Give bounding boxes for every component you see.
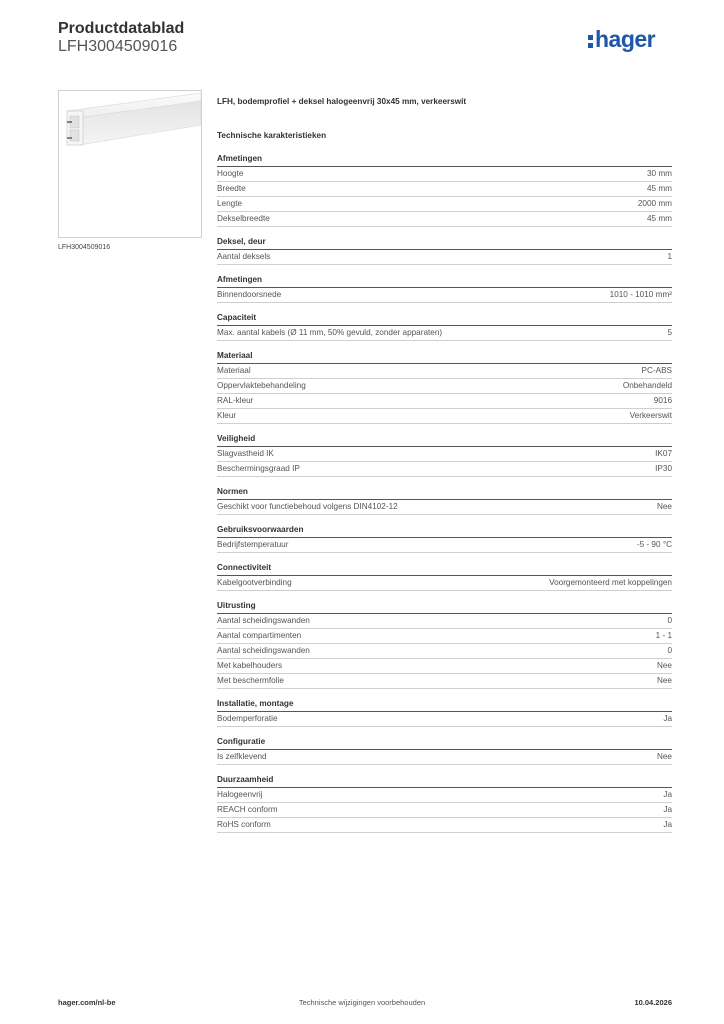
spec-label: Max. aantal kabels (Ø 11 mm, 50% gevuld, zonder apparaten) bbox=[217, 328, 443, 337]
spec-label: Aantal scheidingswanden bbox=[217, 616, 310, 625]
spec-value: Nee bbox=[656, 502, 672, 511]
spec-section bbox=[217, 433, 672, 477]
spec-label: Aantal deksels bbox=[217, 252, 271, 261]
spec-value: IK07 bbox=[655, 449, 672, 458]
spec-label: Aantal compartimenten bbox=[217, 631, 302, 640]
section-title: Installatie, montage bbox=[217, 698, 672, 712]
spec-section bbox=[217, 153, 672, 227]
spec-row bbox=[217, 614, 672, 629]
spec-value: Nee bbox=[656, 661, 672, 670]
spec-value: Verkeerswit bbox=[629, 411, 672, 420]
spec-value: Ja bbox=[663, 714, 672, 723]
tech-heading: Technische karakteristieken bbox=[217, 131, 327, 140]
logo-colon-mark bbox=[588, 32, 593, 49]
spec-label: RAL-kleur bbox=[217, 396, 254, 405]
spec-row bbox=[217, 629, 672, 644]
footer-website: hager.com/nl-be bbox=[58, 998, 116, 1007]
spec-value: 2000 mm bbox=[637, 199, 672, 208]
spec-value: 5 bbox=[667, 328, 672, 337]
cable-trunking-illustration bbox=[59, 91, 201, 237]
spec-sections bbox=[217, 153, 672, 833]
hager-logo bbox=[588, 28, 655, 51]
spec-label: RoHS conform bbox=[217, 820, 271, 829]
spec-label: Bodemperforatie bbox=[217, 714, 278, 723]
section-title: Afmetingen bbox=[217, 153, 672, 167]
spec-section bbox=[217, 524, 672, 553]
footer-date: 10.04.2026 bbox=[634, 998, 672, 1007]
section-title: Normen bbox=[217, 486, 672, 500]
spec-label: Materiaal bbox=[217, 366, 251, 375]
spec-section bbox=[217, 274, 672, 303]
spec-row bbox=[217, 250, 672, 265]
spec-label: Geschikt voor functiebehoud volgens DIN4102-12 bbox=[217, 502, 398, 511]
spec-section bbox=[217, 600, 672, 689]
spec-value: Ja bbox=[663, 790, 672, 799]
spec-label: Bedrijfstemperatuur bbox=[217, 540, 289, 549]
spec-row bbox=[217, 659, 672, 674]
spec-label: Met kabelhouders bbox=[217, 661, 283, 670]
spec-row bbox=[217, 197, 672, 212]
spec-row bbox=[217, 538, 672, 553]
spec-section bbox=[217, 736, 672, 765]
footer-disclaimer: Technische wijzigingen voorbehouden bbox=[298, 998, 426, 1007]
spec-row bbox=[217, 788, 672, 803]
spec-value: 1010 - 1010 mm² bbox=[609, 290, 672, 299]
spec-value: 1 bbox=[667, 252, 672, 261]
spec-label: Dekselbreedte bbox=[217, 214, 270, 223]
spec-row bbox=[217, 712, 672, 727]
spec-value: 30 mm bbox=[646, 169, 672, 178]
spec-value: 1 - 1 bbox=[655, 631, 672, 640]
spec-label: Oppervlaktebehandeling bbox=[217, 381, 306, 390]
section-title: Capaciteit bbox=[217, 312, 672, 326]
spec-row bbox=[217, 644, 672, 659]
image-caption: LFH3004509016 bbox=[58, 244, 111, 251]
section-title: Gebruiksvoorwaarden bbox=[217, 524, 672, 538]
spec-label: Slagvastheid IK bbox=[217, 449, 274, 458]
spec-row bbox=[217, 500, 672, 515]
spec-row bbox=[217, 674, 672, 689]
section-title: Configuratie bbox=[217, 736, 672, 750]
product-name: LFH, bodemprofiel + deksel halogeenvrij 30x45 mm, verkeerswit bbox=[217, 97, 467, 106]
spec-label: Halogeenvrij bbox=[217, 790, 263, 799]
spec-row bbox=[217, 326, 672, 341]
spec-section bbox=[217, 312, 672, 341]
spec-label: Breedte bbox=[217, 184, 246, 193]
spec-value: Voorgemonteerd met koppelingen bbox=[549, 578, 672, 587]
section-title: Veiligheid bbox=[217, 433, 672, 447]
spec-row bbox=[217, 394, 672, 409]
spec-row bbox=[217, 750, 672, 765]
spec-row bbox=[217, 379, 672, 394]
spec-label: Lengte bbox=[217, 199, 243, 208]
spec-value: IP30 bbox=[655, 464, 672, 473]
spec-row bbox=[217, 167, 672, 182]
section-title: Connectiviteit bbox=[217, 562, 672, 576]
spec-content bbox=[217, 97, 672, 842]
spec-row bbox=[217, 409, 672, 424]
spec-value: 45 mm bbox=[646, 214, 672, 223]
section-title: Deksel, deur bbox=[217, 236, 672, 250]
spec-row bbox=[217, 182, 672, 197]
spec-label: Hoogte bbox=[217, 169, 244, 178]
spec-value: -5 - 90 °C bbox=[636, 540, 672, 549]
logo-text: hager bbox=[595, 26, 656, 52]
spec-row bbox=[217, 288, 672, 303]
spec-label: Aantal scheidingswanden bbox=[217, 646, 310, 655]
spec-value: Nee bbox=[656, 752, 672, 761]
spec-value: 45 mm bbox=[646, 184, 672, 193]
spec-label: Binnendoorsnede bbox=[217, 290, 282, 299]
spec-value: Ja bbox=[663, 820, 672, 829]
spec-value: Ja bbox=[663, 805, 672, 814]
product-image bbox=[58, 90, 202, 238]
spec-label: Kabelgootverbinding bbox=[217, 578, 292, 587]
spec-value: Onbehandeld bbox=[622, 381, 672, 390]
spec-label: Met beschermfolie bbox=[217, 676, 284, 685]
section-title: Afmetingen bbox=[217, 274, 672, 288]
spec-section bbox=[217, 698, 672, 727]
page-title: Productdatablad bbox=[58, 20, 185, 37]
spec-value: PC-ABS bbox=[641, 366, 672, 375]
spec-row bbox=[217, 576, 672, 591]
document-number: LFH3004509016 bbox=[58, 38, 178, 55]
spec-section bbox=[217, 236, 672, 265]
spec-value: 0 bbox=[667, 616, 672, 625]
spec-row bbox=[217, 803, 672, 818]
spec-row bbox=[217, 462, 672, 477]
spec-row bbox=[217, 212, 672, 227]
spec-value: 0 bbox=[667, 646, 672, 655]
section-title: Duurzaamheid bbox=[217, 774, 672, 788]
spec-value: Nee bbox=[656, 676, 672, 685]
spec-label: Kleur bbox=[217, 411, 237, 420]
spec-row bbox=[217, 364, 672, 379]
spec-label: Beschermingsgraad IP bbox=[217, 464, 300, 473]
spec-value: 9016 bbox=[653, 396, 672, 405]
section-title: Uitrusting bbox=[217, 600, 672, 614]
spec-label: Is zelfklevend bbox=[217, 752, 267, 761]
spec-row bbox=[217, 447, 672, 462]
spec-section bbox=[217, 350, 672, 424]
spec-section bbox=[217, 562, 672, 591]
spec-section bbox=[217, 486, 672, 515]
section-title: Materiaal bbox=[217, 350, 672, 364]
spec-section bbox=[217, 774, 672, 833]
spec-label: REACH conform bbox=[217, 805, 278, 814]
spec-row bbox=[217, 818, 672, 833]
